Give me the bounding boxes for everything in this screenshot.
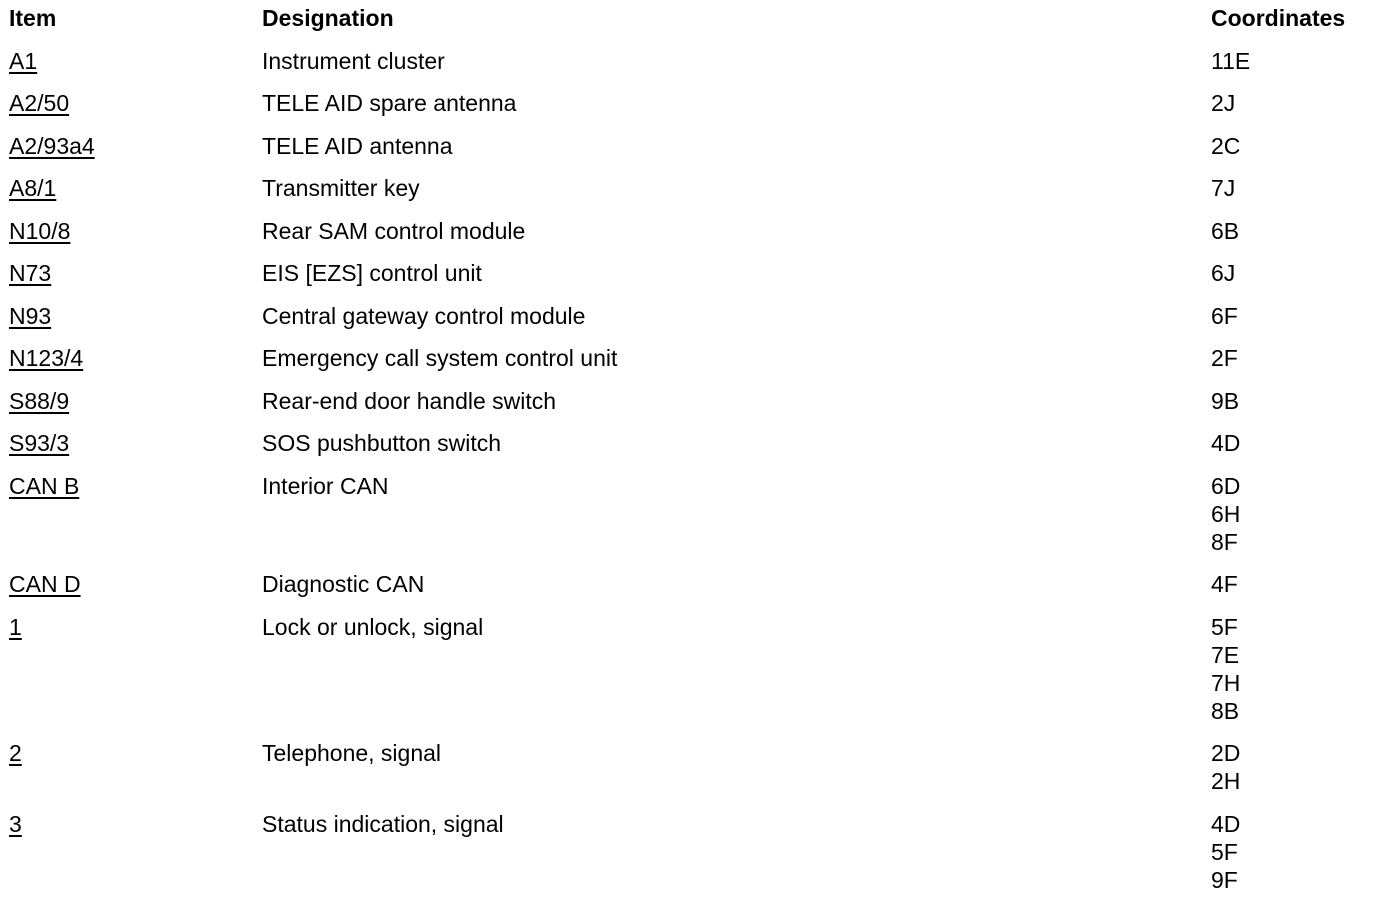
item-cell [9, 89, 69, 117]
item-cell [9, 810, 22, 838]
coordinates-cell [1211, 89, 1235, 117]
item-link[interactable]: A2/50 [9, 90, 70, 116]
designation-cell: Central gateway control module [262, 303, 586, 329]
header-item: Item [9, 5, 57, 31]
coordinate-value: 5F [1211, 614, 1238, 640]
coordinates-cell [1211, 613, 1240, 725]
item-link[interactable]: CAN B [9, 473, 80, 499]
designation-cell: TELE AID spare antenna [262, 90, 517, 116]
coordinates-cell [1211, 429, 1240, 457]
designation-cell: Emergency call system control unit [262, 345, 618, 371]
item-link[interactable]: 1 [9, 614, 22, 640]
coordinates-cell [1211, 302, 1238, 330]
item-link[interactable]: N10/8 [9, 218, 71, 244]
designation-cell: Instrument cluster [262, 48, 445, 74]
coordinate-value: 11E [1211, 48, 1251, 74]
item-link[interactable]: 3 [9, 811, 22, 837]
designation-cell: Interior CAN [262, 473, 389, 499]
coordinates-cell [1211, 259, 1235, 287]
designation-cell: Lock or unlock, signal [262, 614, 484, 640]
designation-cell: SOS pushbutton switch [262, 430, 502, 456]
item-cell [9, 217, 70, 245]
item-link[interactable]: N73 [9, 260, 52, 286]
designation-cell: Telephone, signal [262, 740, 442, 766]
coordinate-value: 9B [1211, 388, 1240, 414]
item-link[interactable]: N93 [9, 303, 52, 329]
coordinate-value: 8F [1211, 529, 1238, 555]
coordinate-value: 2H [1211, 768, 1241, 794]
coordinate-value: 6H [1211, 501, 1241, 527]
coordinate-value: 4D [1211, 430, 1241, 456]
coordinates-cell [1211, 47, 1250, 75]
item-link[interactable]: A1 [9, 48, 38, 74]
coordinate-value: 6J [1211, 260, 1236, 286]
coordinates-cell [1211, 344, 1238, 372]
coordinates-cell [1211, 174, 1235, 202]
designation-cell: EIS [EZS] control unit [262, 260, 482, 286]
item-cell [9, 174, 56, 202]
designation-cell: Rear SAM control module [262, 218, 526, 244]
coordinate-value: 6D [1211, 473, 1241, 499]
coordinate-value: 7E [1211, 642, 1240, 668]
item-cell [9, 387, 69, 415]
item-link[interactable]: A2/93a4 [9, 133, 95, 159]
designation-cell: Diagnostic CAN [262, 571, 425, 597]
item-link[interactable]: 2 [9, 740, 22, 766]
item-cell [9, 132, 95, 160]
coordinate-value: 2F [1211, 345, 1238, 371]
coordinate-value: 2J [1211, 90, 1236, 116]
item-cell [9, 613, 22, 641]
item-link[interactable]: CAN D [9, 571, 81, 597]
item-cell [9, 259, 51, 287]
item-cell [9, 47, 37, 75]
coordinates-cell [1211, 217, 1239, 245]
coordinate-value: 6B [1211, 218, 1240, 244]
designation-cell: Rear-end door handle switch [262, 388, 557, 414]
coordinates-cell [1211, 739, 1240, 795]
coordinate-value: 4D [1211, 811, 1241, 837]
coordinates-cell [1211, 810, 1240, 894]
coordinates-cell [1211, 472, 1240, 556]
coordinate-value: 8B [1211, 698, 1240, 724]
item-cell [9, 472, 79, 500]
designation-cell: TELE AID antenna [262, 133, 453, 159]
coordinates-cell [1211, 387, 1239, 415]
header-designation: Designation [262, 5, 394, 31]
item-link[interactable]: S93/3 [9, 430, 70, 456]
item-cell [9, 570, 81, 598]
coordinate-value: 2D [1211, 740, 1241, 766]
designation-cell: Transmitter key [262, 175, 420, 201]
header-coordinates: Coordinates [1211, 5, 1346, 31]
coordinate-value: 4F [1211, 571, 1238, 597]
coordinate-value: 6F [1211, 303, 1238, 329]
coordinate-value: 2C [1211, 133, 1241, 159]
coordinate-value: 7H [1211, 670, 1241, 696]
item-link[interactable]: A8/1 [9, 175, 57, 201]
coordinate-value: 7J [1211, 175, 1236, 201]
coordinates-cell [1211, 132, 1240, 160]
designation-cell: Status indication, signal [262, 811, 504, 837]
item-link[interactable]: N123/4 [9, 345, 84, 371]
item-link[interactable]: S88/9 [9, 388, 70, 414]
item-cell [9, 302, 51, 330]
item-cell [9, 739, 22, 767]
coordinates-cell [1211, 570, 1238, 598]
coordinate-value: 9F [1211, 867, 1238, 893]
coordinate-value: 5F [1211, 839, 1238, 865]
item-cell [9, 344, 83, 372]
item-cell [9, 429, 69, 457]
